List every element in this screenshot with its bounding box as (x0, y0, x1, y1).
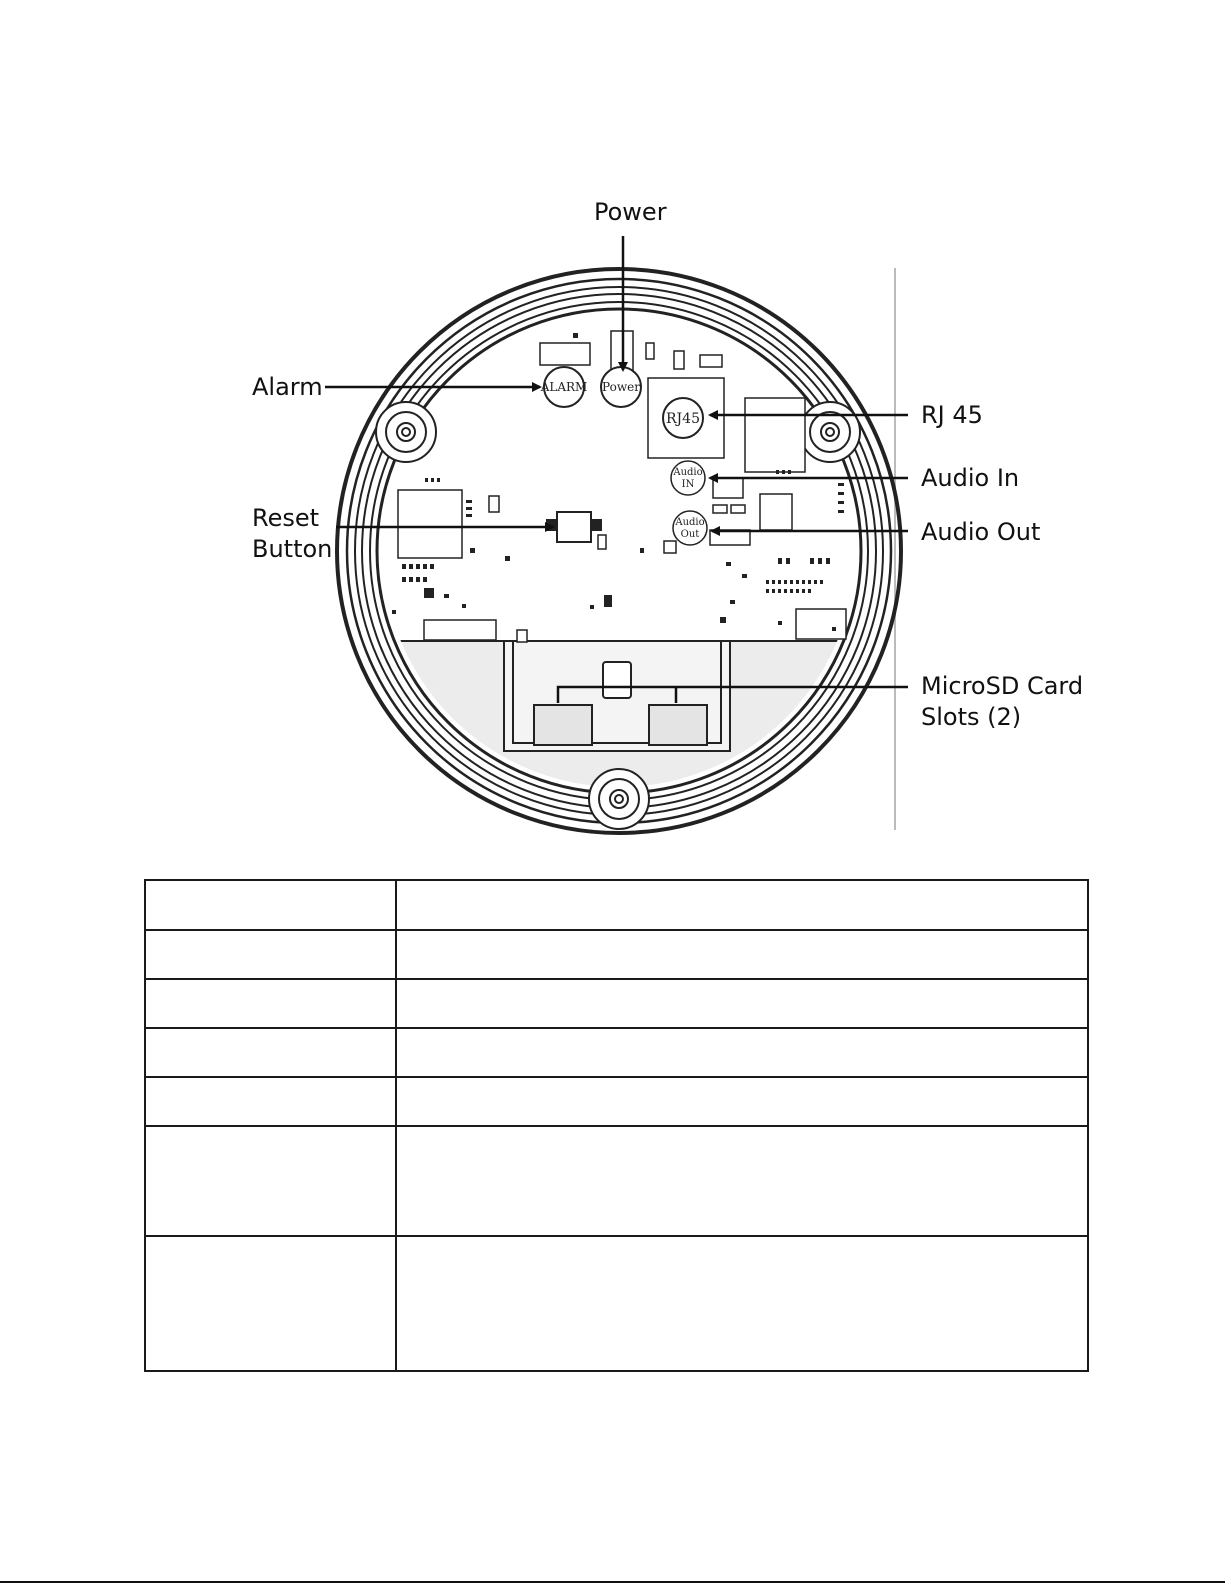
mounting-boss-left (376, 402, 436, 462)
mounting-boss-bottom (589, 769, 649, 829)
table-row (145, 1126, 1088, 1236)
rj45-port (663, 398, 703, 438)
microsd-slot-left (534, 705, 592, 745)
table-row (145, 979, 1088, 1028)
callout-microsd-line2: Slots (2) (921, 703, 1022, 731)
audio-in-port (671, 461, 705, 495)
table-cell-label (145, 1126, 396, 1236)
callout-reset-line2: Button (252, 535, 333, 563)
table-cell-value (396, 930, 1088, 979)
callout-microsd-line1: MicroSD Card (921, 672, 1084, 700)
callout-reset-line1: Reset (252, 504, 320, 532)
table-cell-label (145, 1236, 396, 1371)
table-cell-label (145, 979, 396, 1028)
mounting-boss-right (800, 402, 860, 462)
svg-text:Out: Out (680, 529, 700, 540)
callout-power: Power (594, 198, 667, 226)
spec-table (144, 879, 1089, 1372)
table-row (145, 1236, 1088, 1371)
table-row (145, 1077, 1088, 1126)
table-row (145, 1028, 1088, 1077)
audio-out-port (673, 511, 707, 545)
table-cell-value (396, 1028, 1088, 1077)
callout-alarm: Alarm (252, 373, 323, 401)
table-row (145, 930, 1088, 979)
callout-audio-in: Audio In (921, 464, 1020, 492)
svg-text:IN: IN (681, 479, 695, 490)
page-bottom-rule (0, 1581, 1225, 1583)
table-cell-value (396, 1126, 1088, 1236)
table-cell-value (396, 1077, 1088, 1126)
svg-text:Audio: Audio (673, 467, 703, 478)
svg-text:ALARM: ALARM (540, 380, 588, 394)
callout-audio-out: Audio Out (921, 518, 1041, 546)
svg-text:Audio: Audio (675, 517, 705, 528)
svg-text:RJ45: RJ45 (666, 411, 700, 427)
table-cell-value (396, 880, 1088, 930)
microsd-tray (504, 641, 730, 751)
microsd-slot-right (649, 705, 707, 745)
microsd-card-icon (603, 662, 631, 698)
table-cell-label (145, 930, 396, 979)
power-port (601, 367, 641, 407)
svg-text:Power: Power (602, 380, 640, 394)
callout-rj45: RJ 45 (921, 401, 983, 429)
table-cell-label (145, 880, 396, 930)
table-row (145, 880, 1088, 930)
table-cell-label (145, 1077, 396, 1126)
table-cell-value (396, 979, 1088, 1028)
table-cell-value (396, 1236, 1088, 1371)
table-cell-label (145, 1028, 396, 1077)
